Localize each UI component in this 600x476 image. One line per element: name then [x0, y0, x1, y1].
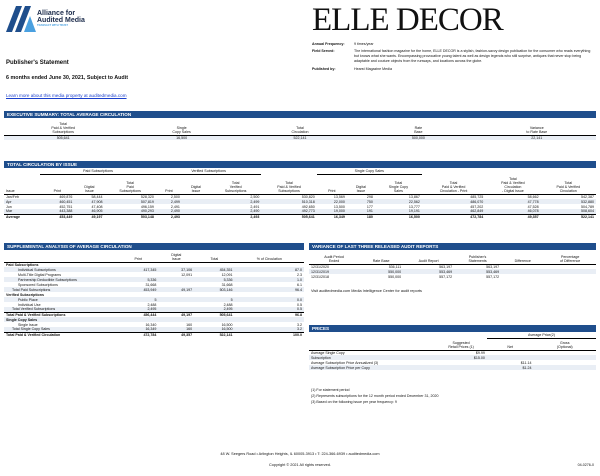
- prices-table: [309, 332, 596, 370]
- issue-cell: 2,493: [250, 214, 260, 219]
- variance-audit-reports: [309, 243, 596, 293]
- price-cell: Subscription: [311, 355, 331, 360]
- supp-cell: 12,091: [221, 272, 233, 277]
- issue-col-header: Total Single Copy Sales: [388, 180, 409, 193]
- executive-summary: [4, 111, 596, 140]
- variance-cell: 12/31/2019: [311, 269, 329, 274]
- magazine-logo: ELLE DECOR: [312, 2, 503, 38]
- issue-cell: 13,867: [408, 194, 420, 199]
- issue-cell: 47,528: [527, 204, 539, 209]
- variance-cell: [544, 274, 596, 279]
- supp-cell: 160: [186, 327, 193, 332]
- issue-cell: 22,000: [333, 199, 345, 204]
- variance-cell: 553,469: [486, 269, 500, 274]
- supp-cell: 472,784: [143, 332, 157, 337]
- aam-logo-icon: [6, 6, 36, 32]
- price-cell: $9.99: [475, 350, 485, 355]
- learn-more-link[interactable]: Learn more about this media property at auditedmedia.com: [6, 93, 127, 98]
- supp-label: Individual Subscriptions: [18, 267, 56, 272]
- variance-cell: 557,172: [486, 274, 500, 279]
- variance-cell: 12/31/2018: [311, 274, 329, 279]
- footer-code: 04-0276-0: [577, 463, 594, 467]
- issue-col-header: Digital Issue: [84, 184, 95, 193]
- issue-cell: 528,320: [140, 194, 154, 199]
- issue-cell: 443,388: [59, 209, 73, 214]
- issue-col-header: Digital Issue: [355, 184, 366, 193]
- published-by-label: Published by:: [312, 66, 336, 71]
- variance-cell: [501, 274, 544, 279]
- issue-row: [4, 214, 596, 219]
- issue-cell: 503,148: [140, 214, 154, 219]
- issue-col-header: Total Paid Subscriptions: [119, 180, 141, 193]
- issue-cell: 58,444: [91, 194, 103, 199]
- variance-col-header: Percentage of Difference: [560, 254, 581, 263]
- issue-cell: Jun: [6, 204, 12, 209]
- issue-col-header: Print: [165, 188, 173, 193]
- supp-cell: 3.2: [297, 327, 302, 332]
- supp-cell: 49,197: [181, 287, 193, 292]
- supp-cell: 49,197: [181, 312, 193, 317]
- supp-cell: 5,336: [223, 277, 233, 282]
- issue-cell: 460,451: [59, 199, 73, 204]
- issue-cell: 13,569: [333, 194, 345, 199]
- issue-col-header: Total Paid & Verified Subscriptions: [277, 180, 301, 193]
- supp-label: Partnership Deductible Subscriptions: [18, 277, 77, 282]
- exec-value: 500,000: [411, 135, 425, 140]
- variance-col-header: Rate Base: [372, 258, 390, 263]
- issue-cell: 49,197: [91, 214, 103, 219]
- issue-cell: 47,408: [91, 204, 103, 209]
- price-cell: $11.14: [520, 360, 532, 365]
- variance-cell: 550,000: [388, 269, 402, 274]
- supp-col-header: [4, 250, 118, 262]
- issue-cell: 507,819: [140, 199, 154, 204]
- issue-cell: 490,293: [140, 209, 154, 214]
- variance-cell: 536,111: [388, 264, 402, 269]
- supp-cell: 2,488: [223, 302, 233, 307]
- supp-cell: 2,495: [147, 307, 157, 312]
- exec-header: Rate Base: [414, 125, 423, 134]
- issue-cell: 750: [366, 199, 373, 204]
- supp-col-header: % of Circulation: [256, 256, 282, 261]
- supp-col-header: Print: [134, 256, 142, 261]
- issue-cell: 2,493: [170, 214, 180, 219]
- price-col-header: Gross (Optional): [556, 340, 573, 349]
- price-footnote: (1) For statement period: [311, 388, 350, 392]
- prices-title: PRICES: [309, 325, 596, 332]
- issue-cell: 46,078: [527, 209, 539, 214]
- price-cell: Average Subscription Price Annualized (3): [311, 360, 379, 365]
- supp-cell: 100.0: [293, 332, 302, 337]
- supp-col-header: Digital Issue: [171, 252, 182, 261]
- supp-cell: 6.1: [297, 282, 302, 287]
- supp-label: Single Issue: [18, 322, 38, 327]
- supplemental-table: [4, 250, 304, 337]
- supp-cell: 417,345: [143, 267, 157, 272]
- supp-label: Verified Subscriptions: [6, 292, 44, 297]
- issue-cell: 508,604: [581, 209, 594, 214]
- average-price-header: Average Price(2): [487, 332, 596, 338]
- issue-cell: 2,499: [250, 199, 260, 204]
- issue-cell: Average: [6, 214, 21, 219]
- price-col-header: Net: [507, 344, 513, 349]
- supp-cell: 0.5: [297, 302, 302, 307]
- issue-col-header: Print: [328, 188, 336, 193]
- supp-cell: 49,357: [181, 332, 193, 337]
- price-cell: $15.00: [473, 355, 485, 360]
- supplemental-analysis: [4, 243, 304, 337]
- issue-col-header: Total Verified Subscriptions: [224, 180, 247, 193]
- group-header-single-copy: Single Copy Sales: [317, 168, 422, 174]
- price-cell: $1.24: [522, 365, 532, 370]
- variance-cell: 557,172: [439, 274, 453, 279]
- supp-cell: 3.2: [297, 322, 302, 327]
- publication-info: [312, 42, 594, 71]
- supp-cell: 2.3: [297, 272, 302, 277]
- supp-label: Total Single Copy Sales: [12, 327, 50, 332]
- variance-title: VARIANCE OF LAST THREE RELEASED AUDIT REPORTS: [309, 243, 596, 250]
- exec-value: 522,141: [293, 135, 307, 140]
- price-cell: Average Single Copy: [311, 350, 345, 355]
- supp-label: Multi-Title Digital Programs: [18, 272, 62, 277]
- variance-table: [309, 250, 596, 279]
- issue-cell: 19,191: [408, 209, 420, 214]
- issue-cell: 2,500: [250, 194, 260, 199]
- aam-logo: [6, 4, 101, 34]
- issue-col-header: Print: [53, 188, 61, 193]
- issue-cell: 453,449: [59, 214, 73, 219]
- supp-cell: 160: [186, 322, 193, 327]
- circulation-by-issue-table: [4, 168, 596, 219]
- variance-row: [309, 274, 596, 279]
- issue-cell: 485,725: [470, 194, 484, 199]
- issue-cell: 16,349: [333, 214, 345, 219]
- footer-address: 48 W. Seegers Road • Arlington Heights, IL 60005-3913 • T: 224-366-6939 • auditedmedia.com: [220, 452, 380, 456]
- supp-cell: 96.8: [295, 312, 302, 317]
- footer-copyright: Copyright © 2021 All rights reserved.: [269, 463, 331, 467]
- issue-cell: 58,662: [527, 194, 539, 199]
- supp-cell: 37,106: [181, 267, 193, 272]
- variance-col-header: Difference: [514, 258, 531, 263]
- supp-label: Single Copy Sales: [6, 317, 38, 322]
- issue-cell: 19,000: [333, 209, 345, 214]
- exec-values-row: [4, 135, 596, 140]
- supp-label: Individual Use: [18, 302, 41, 307]
- issue-cell: 522,141: [581, 214, 594, 219]
- variance-note: Visit auditedmedia.com Media Intelligence Center for audit reports: [311, 289, 422, 293]
- supp-cell: 96.4: [295, 287, 302, 292]
- price-row: [309, 365, 596, 370]
- issue-cell: 492,773: [301, 209, 315, 214]
- supplemental-analysis-title: SUPPLEMENTAL ANALYSIS OF AVERAGE CIRCULATION: [4, 243, 304, 250]
- variance-col-header: Audit Period Ended: [324, 254, 344, 263]
- supp-cell: 503,146: [219, 287, 233, 292]
- exec-header: Variance to Rate Base: [526, 125, 548, 134]
- supp-label: Total Paid & Verified Circulation: [6, 332, 61, 337]
- supp-label: Paid Subscriptions: [6, 262, 39, 267]
- issue-cell: 2,490: [170, 209, 180, 214]
- issue-cell: 2,491: [250, 204, 260, 209]
- issue-cell: 2,500: [170, 194, 180, 199]
- supp-cell: 456,444: [143, 312, 157, 317]
- supp-cell: 522,141: [219, 332, 233, 337]
- issue-cell: Mar: [6, 209, 13, 214]
- issue-cell: 452,751: [59, 204, 73, 209]
- issue-cell: 469,876: [59, 194, 73, 199]
- issue-cell: 298: [366, 194, 373, 199]
- variance-cell: 550,000: [388, 274, 402, 279]
- issue-cell: 542,387: [581, 194, 594, 199]
- supp-cell: 454,351: [219, 267, 233, 272]
- variance-cell: 563,197: [439, 264, 453, 269]
- issue-col-header: Total Paid & Verified Circulation - Print: [439, 180, 468, 193]
- price-col-header: [309, 338, 435, 350]
- group-header-paid: Paid Subscriptions: [40, 168, 156, 174]
- group-header-verified: Verified Subscriptions: [156, 168, 262, 174]
- issue-cell: 486,070: [470, 199, 484, 204]
- annual-frequency-value: 9 times/year: [354, 42, 374, 46]
- issue-cell: 2,499: [170, 199, 180, 204]
- issue-cell: 16,500: [408, 214, 420, 219]
- executive-summary-title: EXECUTIVE SUMMARY: TOTAL AVERAGE CIRCULATION: [4, 111, 596, 118]
- statement-title: Publisher's Statement: [6, 60, 69, 66]
- issue-cell: 504,789: [581, 204, 594, 209]
- issue-cell: 2,490: [250, 209, 260, 214]
- exec-value: 505,641: [56, 135, 70, 140]
- supp-label: Public Place: [18, 297, 38, 302]
- field-served-value: The international fashion magazine for the home, ELLE DECOR is a stylish, fashion-savvy design publication for the consumer who reads everything but knows what she wants. Encompassing provocative young talent as well as design legends who still surprise, antiques that never stop being adaptable and couture objects from the runways, and locations across the globe.: [354, 49, 591, 63]
- price-cell: Average Subscription Price per Copy: [311, 365, 370, 370]
- price-footnote: (3) Based on the following issue per year frequency: 9: [311, 399, 397, 404]
- annual-frequency-label: Annual Frequency:: [312, 42, 345, 46]
- issue-cell: Apr: [6, 199, 12, 204]
- executive-summary-table: [4, 118, 596, 140]
- prices-section: [309, 325, 596, 405]
- issue-cell: 530,820: [301, 194, 315, 199]
- issue-cell: 510,318: [301, 199, 315, 204]
- issue-cell: 472,784: [470, 214, 484, 219]
- exec-header: Total Circulation: [291, 125, 309, 134]
- variance-col-header: Audit Report: [418, 258, 439, 263]
- supp-cell: 87.0: [295, 267, 302, 272]
- exec-value: 22,141: [531, 135, 543, 140]
- issue-cell: [182, 214, 210, 219]
- price-cell: [533, 365, 596, 370]
- circulation-by-issue: [4, 161, 596, 219]
- issue-cell: 47,908: [91, 199, 103, 204]
- variance-col-header: Publisher's Statements: [468, 254, 487, 263]
- supp-cell: 5: [230, 297, 233, 302]
- issue-cell: 47,778: [527, 199, 539, 204]
- issue-cell: 22,562: [408, 199, 420, 204]
- supp-cell: 0.5: [297, 307, 302, 312]
- issue-col-header: Total Paid & Verified Circulation: [556, 180, 581, 193]
- issue-cell: 13,500: [333, 204, 345, 209]
- supp-cell: 5: [154, 297, 157, 302]
- exec-header: Single Copy Sales: [172, 125, 191, 134]
- issue-cell: 177: [366, 204, 373, 209]
- issue-cell: 462,849: [470, 209, 484, 214]
- supp-row: [4, 332, 304, 337]
- logo-tagline: TRANSACT WITH TRUST: [37, 24, 68, 27]
- supp-cell: 453,949: [143, 287, 157, 292]
- variance-cell: 12/31/2020: [311, 264, 329, 269]
- supp-label: Total Paid & Verified Subscriptions: [6, 312, 66, 317]
- supp-cell: 1.0: [297, 277, 302, 282]
- exec-header: Total Paid & Verified Subscriptions: [51, 121, 75, 134]
- issue-col-header: Issue: [6, 188, 15, 193]
- supp-cell: 16,500: [221, 322, 233, 327]
- issue-cell: Jan/Feb: [6, 194, 19, 199]
- supp-cell: 505,641: [219, 312, 233, 317]
- circulation-by-issue-title: TOTAL CIRCULATION BY ISSUE: [4, 161, 596, 168]
- supp-cell: 2,488: [147, 302, 157, 307]
- price-col-header: Suggested Retail Prices (1): [448, 340, 474, 349]
- issue-cell: 49,357: [527, 214, 539, 219]
- logo-line-1: Alliance for: [37, 10, 76, 17]
- supp-label: Sponsored Subscriptions: [18, 282, 58, 287]
- variance-cell: 563,197: [486, 264, 500, 269]
- issue-col-header: Total Paid & Verified Circulation - Digital Issue: [501, 176, 525, 193]
- logo-line-2: Audited Media: [37, 17, 85, 24]
- statement-period: 6 months ended June 30, 2021, Subject to Audit: [6, 75, 129, 81]
- supp-cell: 16,500: [221, 327, 233, 332]
- issue-cell: 13,777: [408, 204, 420, 209]
- supp-cell: 0.0: [297, 297, 302, 302]
- issue-cell: 532,880: [581, 199, 594, 204]
- supp-label: Total Paid Subscriptions: [12, 287, 51, 292]
- issue-cell: 2,491: [170, 204, 180, 209]
- issue-cell: 492,650: [301, 204, 315, 209]
- supp-cell: 5,336: [147, 277, 157, 282]
- issue-cell: 191: [366, 209, 373, 214]
- supp-cell: 31,668: [221, 282, 233, 287]
- supp-cell: 2,495: [223, 307, 233, 312]
- price-cell: [435, 365, 487, 370]
- supp-cell: 31,668: [145, 282, 157, 287]
- variance-cell: 553,469: [439, 269, 453, 274]
- issue-cell: 505,641: [301, 214, 315, 219]
- issue-cell: 457,202: [470, 204, 484, 209]
- issue-cell: 46,905: [91, 209, 103, 214]
- supp-cell: 16,349: [145, 327, 157, 332]
- published-by-value: Hearst Magazine Media: [354, 66, 392, 71]
- supp-label: Total Verified Subscriptions: [12, 307, 56, 312]
- issue-col-header: Digital Issue: [190, 184, 201, 193]
- supp-col-header: Total: [210, 256, 219, 261]
- price-footnote: (2) Represents subscriptions for the 12 month period ended December 31, 2020: [311, 393, 439, 398]
- exec-value: 16,500: [176, 135, 188, 140]
- issue-cell: 180: [366, 214, 373, 219]
- field-served-label: Field Served:: [312, 49, 335, 54]
- issue-cell: 496,159: [140, 204, 154, 209]
- supp-cell: 16,340: [145, 322, 157, 327]
- supp-cell: 12,091: [181, 272, 193, 277]
